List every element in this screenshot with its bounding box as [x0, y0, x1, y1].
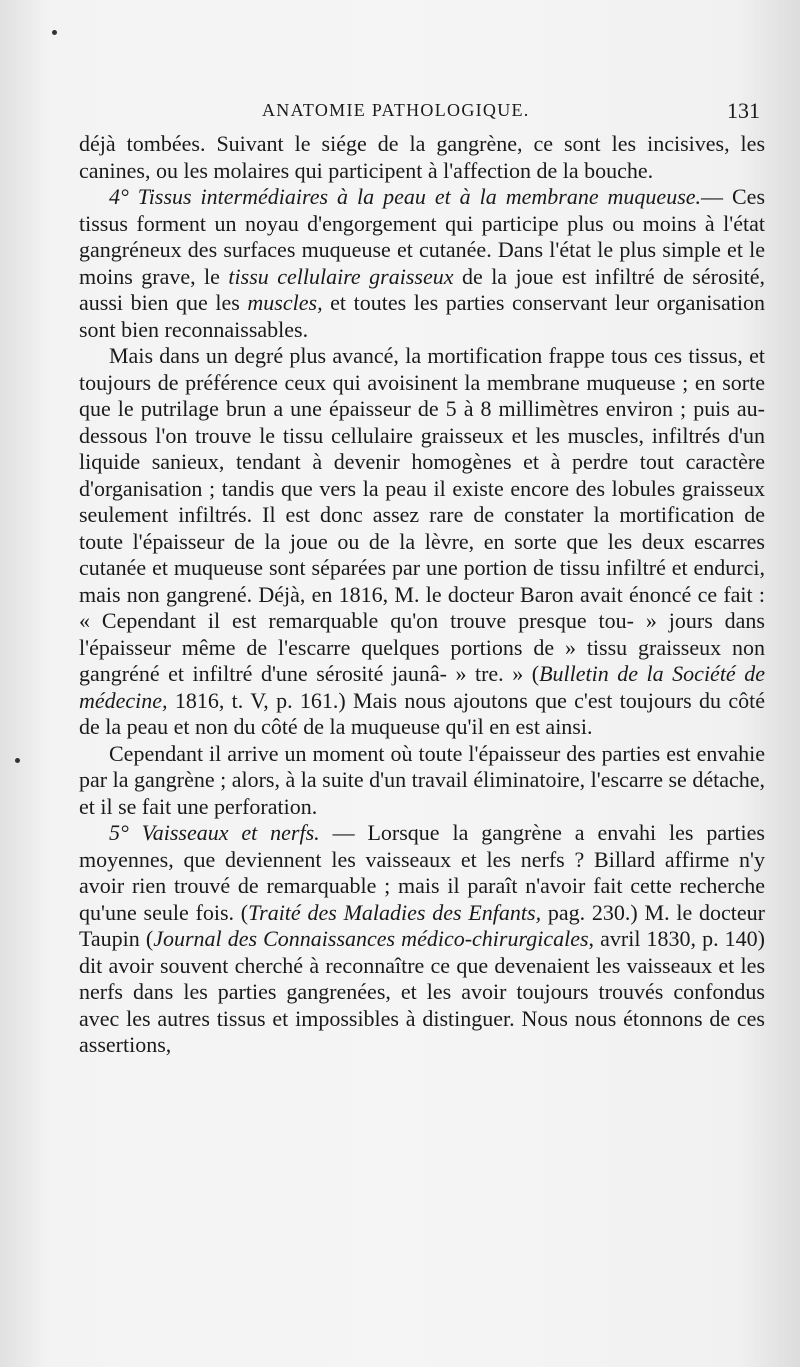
paragraph-1 — [79, 131, 765, 184]
italic-term: muscles, — [247, 290, 323, 315]
page-number: 131 — [727, 98, 760, 123]
paragraph-3 — [79, 343, 765, 741]
running-head: ANATOMIE PATHOLOGIQUE. — [262, 100, 530, 120]
citation-title: Journal des Connaissances médico-chirurgicales — [153, 926, 589, 951]
paragraph-2 — [79, 184, 765, 343]
citation-title: Bulletin de la Société de médecine, — [79, 661, 765, 713]
ink-speck — [15, 758, 20, 763]
paragraph-3-text-a: Mais dans un degré plus avancé, la mortification frappe tous ces tissus, et toujours de préférence ceux qui avoisinent la membrane muqueuse ; en sorte que le putrilage brun a une épaisseur de 5 à 8 millimètres environ ; puis au-dessous l'on trouve le tissu cellulaire graisseux et les muscles, infiltrés d'un liquide sanieux, tendant à devenir homogènes et à perdre tout caractère d'organisation ; tandis que vers la peau il existe encore des lobules graisseux seulement infiltrés. Il est donc assez rare de constater la mortification de toute l'épaisseur de la joue ou de la lèvre, en sorte que les deux escarres cutanée et muqueuse sont séparées par une portion de tissu infiltré et endurci, mais non gangrené. Déjà, en 1816, M. le docteur Baron avait énoncé ce fait : « Cependant il est remarquable qu'on trouve presque tou- » jours dans l'épaisseur même de l'escarre quelques portions de » tissu graisseux non gangréné et infiltré d'une sérosité jaunâ- » tre. » ( — [79, 343, 765, 686]
page-header — [80, 98, 768, 128]
italic-term: tissu cellulaire graisseux — [228, 263, 454, 289]
paragraph-5-text-c: , avril 1830, p. 140) dit avoir souvent cherché à reconnaître ce que devenaient les vaisseaux et les nerfs dans les parties gangrenées, et les avoir toujours trouvés confondus avec les autres tissus et impossibles à distinguer. Nous nous étonnons de ces assertions, — [79, 926, 765, 1057]
paragraph-3-text-b: 1816, t. V, p. 161.) Mais nous ajoutons que c'est toujours du côté de la peau et non du côté de la muqueuse qu'il en est ainsi. — [79, 687, 766, 739]
paragraph-4 — [79, 741, 765, 821]
body-text — [79, 131, 765, 1059]
citation-title: Traité des Maladies des Enfants, — [248, 899, 542, 925]
ink-speck — [52, 30, 57, 35]
paragraph-4-text: Cependant il arrive un moment où toute l'épaisseur des parties est envahie par la gangrène ; alors, à la suite d'un travail éliminatoire, l'escarre se détache, et il se fait une perforation. — [79, 740, 765, 819]
section-heading-vaisseaux: 5° Vaisseaux et nerfs. — [109, 820, 320, 845]
paragraph-2-text-a: — Ces tissus forment un noyau d'engorgement qui participe plus ou moins à l'état gangréneux des surfaces muqueuse et cutanée. Dans l'état le plus simple et le moins grave, le — [79, 184, 766, 289]
paragraph-5-text-b: pag. 230.) M. le docteur Taupin ( — [79, 899, 766, 951]
paragraph-2-text-b: de la joue est infiltré de sérosité, aussi bien que les — [79, 263, 766, 315]
paragraph-5 — [79, 820, 765, 1059]
paragraph-1-text: déjà tombées. Suivant le siége de la gangrène, ce sont les incisives, les canines, ou les molaires qui participent à l'affection de la bouche. — [79, 131, 765, 183]
paragraph-5-text-a: — Lorsque la gangrène a envahi les parties moyennes, que deviennent les vaisseaux et les nerfs ? Billard affirme n'y avoir rien trouvé de remarquable ; mais il paraît n'avoir fait cette recherche qu'une seule fois. ( — [79, 820, 765, 925]
paragraph-2-text-c: et toutes les parties conservant leur organisation sont bien reconnaissables. — [79, 290, 766, 342]
section-heading-tissus: 4° Tissus intermédiaires à la peau et à la membrane muqueuse. — [109, 184, 702, 209]
